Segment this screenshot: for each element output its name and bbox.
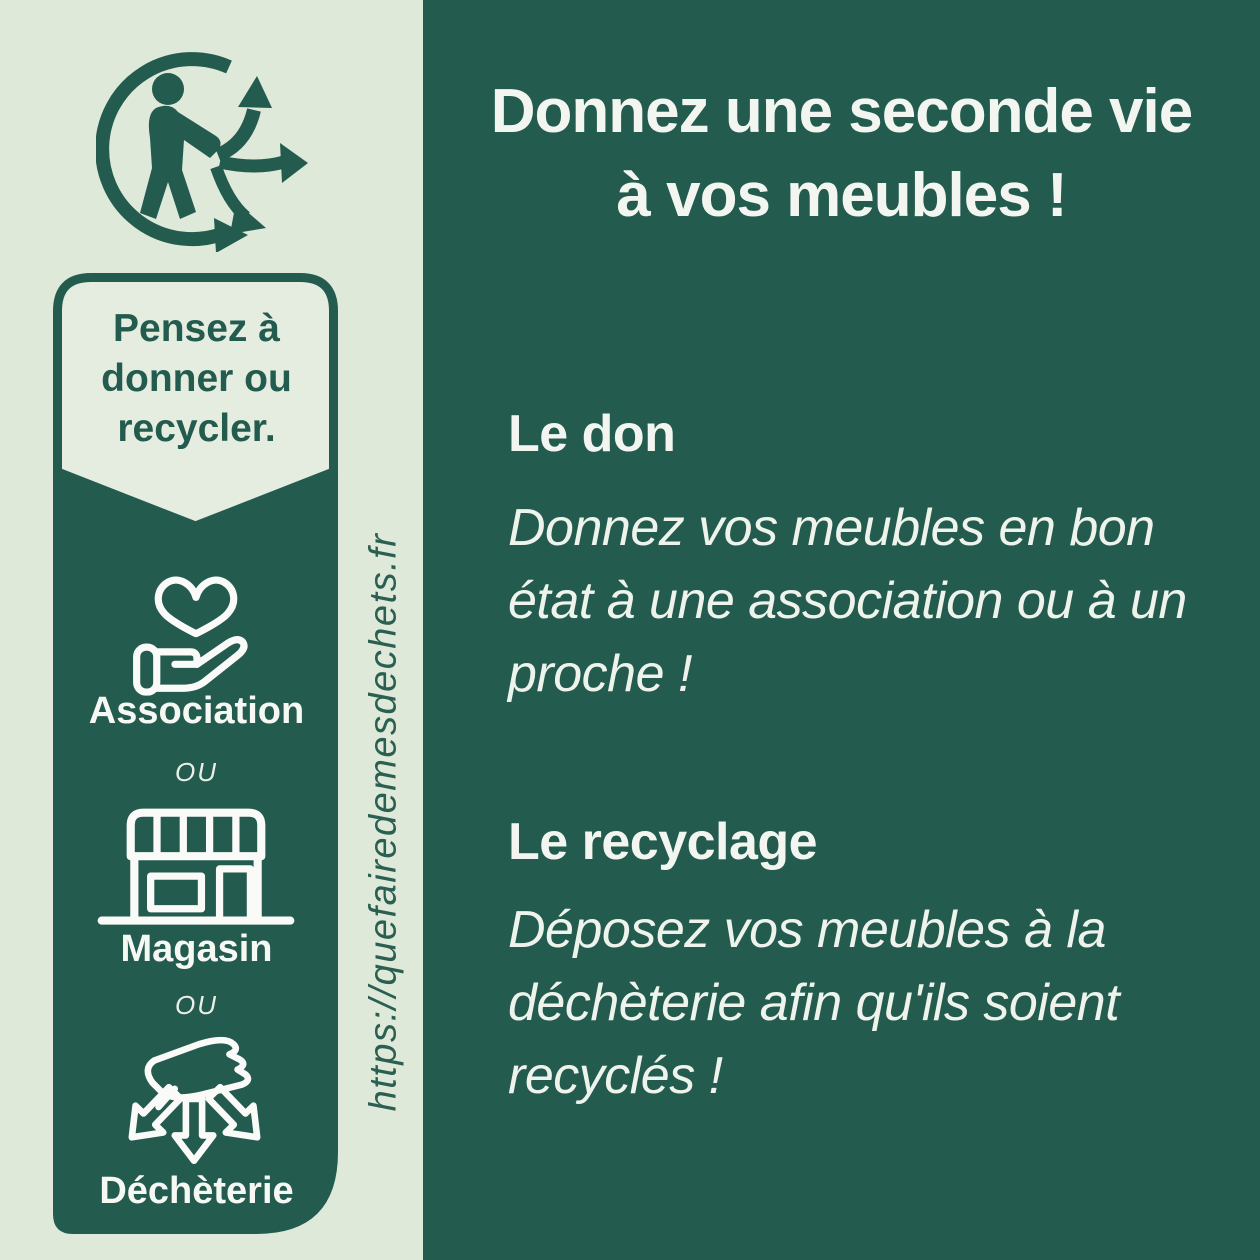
page-title [423, 70, 1260, 238]
recyclage-para-line-2: déchèterie afin qu'ils soient [508, 974, 1120, 1032]
don-para-line-3: proche ! [508, 645, 692, 703]
don-section-heading: Le don [508, 405, 676, 463]
hand-holding-heart-icon [129, 552, 263, 702]
triman-recycling-icon [96, 52, 311, 252]
don-para-line-1: Donnez vos meubles en bon [508, 499, 1155, 557]
or-separator-2: OU [175, 990, 218, 1020]
banner-line-1: Pensez à [113, 307, 280, 350]
option-decheterie-label: Déchèterie [99, 1170, 294, 1212]
or-separator-1: OU [175, 757, 218, 787]
option-association-label: Association [88, 690, 305, 732]
recyclage-para-line-3: recyclés ! [508, 1047, 723, 1105]
recyclage-section-paragraph [508, 894, 1119, 1113]
website-url: https://quefairedemesdechets.fr [362, 532, 405, 1112]
storefront-icon [96, 800, 296, 936]
title-line-2: à vos meubles ! [616, 161, 1067, 230]
recyclage-section-heading: Le recyclage [508, 813, 818, 871]
recyclage-para-line-1: Déposez vos meubles à la [508, 901, 1106, 959]
banner-slogan [55, 304, 338, 454]
don-para-line-2: état à une association ou à un [508, 572, 1187, 630]
banner-line-2: donner ou [101, 357, 292, 400]
title-line-1: Donnez une seconde vie [490, 77, 1193, 146]
content-panel [423, 0, 1260, 1260]
option-magasin-label: Magasin [120, 928, 273, 970]
don-section-paragraph [508, 492, 1187, 711]
banner-line-3: recycler. [117, 407, 276, 450]
waste-drop-arrows-icon [118, 1034, 270, 1176]
